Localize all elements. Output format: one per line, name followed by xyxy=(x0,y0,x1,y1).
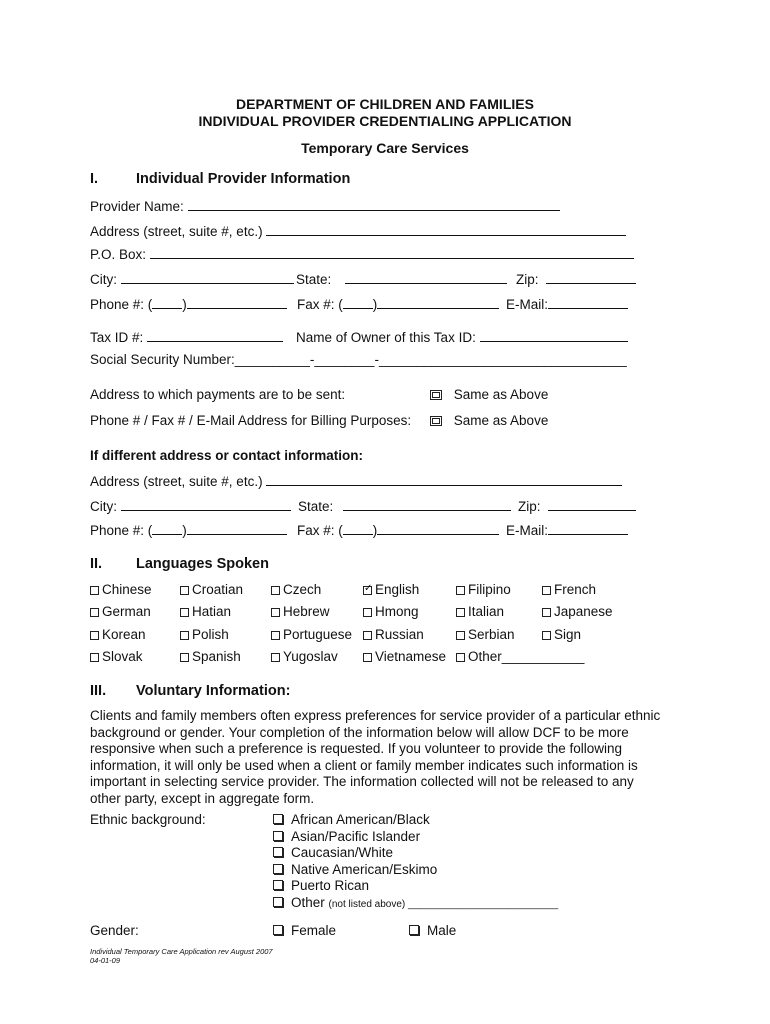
zip-field[interactable] xyxy=(516,270,636,287)
alt-address-label: Address (street, suite #, etc.) xyxy=(90,474,263,489)
section-1-number: I. xyxy=(90,171,99,187)
billing-contact-label: Phone # / Fax # / E-Mail Address for Billing Purposes: xyxy=(90,413,412,428)
alt-city-line[interactable] xyxy=(121,497,291,511)
alt-state-label: State: xyxy=(298,499,334,514)
language-option[interactable] xyxy=(456,604,504,619)
language-label: Sign xyxy=(554,627,582,642)
alt-email-field[interactable] xyxy=(506,521,628,538)
ethnic-option-puerto-rican[interactable] xyxy=(273,878,558,895)
language-label: English xyxy=(375,582,420,597)
language-label: Polish xyxy=(192,627,229,642)
ethnic-option-label: Caucasian/White xyxy=(291,845,394,860)
paragraph-line: Clients and family members often express preferences for service provider of a particular ethnic xyxy=(90,708,661,723)
checkbox-icon[interactable] xyxy=(273,831,283,841)
alt-fax-number-line[interactable] xyxy=(377,521,499,535)
state-field[interactable] xyxy=(296,270,507,287)
gender-label: Gender: xyxy=(90,923,139,938)
ethnic-option-african-american[interactable] xyxy=(273,812,558,829)
payment-address-label: Address to which payments are to be sent: xyxy=(90,387,346,402)
language-option[interactable] xyxy=(456,649,584,664)
checkbox-icon[interactable] xyxy=(90,631,99,640)
alt-phone-label: Phone #: ( xyxy=(90,523,153,538)
zip-line[interactable] xyxy=(546,270,636,284)
language-label: Hebrew xyxy=(283,604,330,619)
payment-same-checkbox[interactable] xyxy=(430,390,442,400)
alt-zip-line[interactable] xyxy=(548,497,636,511)
language-option[interactable] xyxy=(363,627,424,642)
checkbox-icon[interactable] xyxy=(273,880,283,890)
phone-number-line[interactable] xyxy=(187,295,287,309)
form-subtitle: Temporary Care Services xyxy=(301,140,469,156)
language-option[interactable] xyxy=(542,604,613,619)
checkbox-icon[interactable] xyxy=(456,608,465,617)
checkbox-icon[interactable] xyxy=(456,586,465,595)
paragraph-line: important in selecting service provider. The information collected will not be released to any xyxy=(90,774,634,789)
if-different-heading: If different address or contact information: xyxy=(90,448,364,463)
ethnic-options xyxy=(273,812,558,913)
language-option[interactable] xyxy=(90,604,151,619)
language-label: Croatian xyxy=(192,582,244,597)
fax-area-line[interactable] xyxy=(343,295,373,309)
checkbox-icon[interactable] xyxy=(542,608,551,617)
alt-state-line[interactable] xyxy=(343,497,511,511)
checkbox-icon[interactable] xyxy=(273,847,283,857)
checkbox-icon[interactable] xyxy=(542,586,551,595)
language-option[interactable] xyxy=(456,582,511,597)
checkbox-icon[interactable] xyxy=(363,631,372,640)
alt-zip-field[interactable] xyxy=(518,497,636,514)
language-option[interactable] xyxy=(542,627,581,642)
zip-label: Zip: xyxy=(516,272,539,287)
language-option[interactable] xyxy=(363,582,419,597)
language-label: Russian xyxy=(375,627,424,642)
alt-fax-paren: ) xyxy=(372,523,378,538)
gender-female-option[interactable] xyxy=(273,923,336,938)
checkbox-icon[interactable] xyxy=(180,586,189,595)
ethnic-option-label: Native American/Eskimo xyxy=(291,861,438,877)
ethnic-option-other[interactable] xyxy=(273,895,558,914)
po-box-label: P.O. Box: xyxy=(90,247,147,262)
footer xyxy=(90,947,273,965)
language-option[interactable] xyxy=(90,649,143,664)
state-label: State: xyxy=(296,272,332,287)
section-3-number: III. xyxy=(90,683,107,699)
language-label: Portuguese xyxy=(283,627,353,642)
tax-id-field[interactable] xyxy=(90,328,283,345)
ssn-field[interactable]: Social Security Number:__________-________-_________________________________ xyxy=(90,352,627,367)
provider-name-label: Provider Name: xyxy=(90,199,184,214)
ethnic-option-label: Puerto Rican xyxy=(291,878,370,893)
alt-zip-label: Zip: xyxy=(518,499,541,514)
language-option[interactable] xyxy=(90,582,152,597)
language-label: Yugoslav xyxy=(283,649,338,664)
checkbox-icon[interactable] xyxy=(90,608,99,617)
fax-field[interactable] xyxy=(297,295,499,312)
fax-label: Fax #: ( xyxy=(297,297,343,312)
po-box-field[interactable] xyxy=(90,245,634,262)
billing-same-label: Same as Above xyxy=(453,413,549,428)
ethnic-background-label: Ethnic background: xyxy=(90,812,206,827)
checkbox-icon[interactable] xyxy=(271,653,280,662)
fax-paren: ) xyxy=(372,297,378,312)
section-2-title: Languages Spoken xyxy=(136,556,269,572)
checkbox-icon[interactable] xyxy=(273,897,283,907)
fax-number-line[interactable] xyxy=(377,295,499,309)
language-label: Hmong xyxy=(375,604,419,619)
checkbox-icon[interactable] xyxy=(363,653,372,662)
email-line[interactable] xyxy=(548,295,628,309)
state-line[interactable] xyxy=(345,270,507,284)
language-option[interactable] xyxy=(180,627,229,642)
checkbox-icon[interactable] xyxy=(180,631,189,640)
phone-field[interactable] xyxy=(90,295,287,312)
alt-email-line[interactable] xyxy=(548,521,628,535)
language-label: Italian xyxy=(468,604,505,619)
gender-male-option[interactable] xyxy=(409,923,456,938)
paragraph-line: background or gender. Your completion of the information below will allow DCF to be more xyxy=(90,724,629,740)
checkbox-icon[interactable] xyxy=(456,631,465,640)
language-option[interactable] xyxy=(363,604,419,619)
female-label: Female xyxy=(291,923,337,938)
alt-phone-area-line[interactable] xyxy=(152,521,182,535)
city-label: City: xyxy=(90,272,117,287)
checkbox-icon[interactable] xyxy=(363,608,372,617)
alt-address-line[interactable] xyxy=(266,472,622,486)
po-box-line[interactable] xyxy=(150,245,634,259)
provider-name-line[interactable] xyxy=(188,197,560,211)
owner-line[interactable] xyxy=(480,328,628,342)
address-label: Address (street, suite #, etc.) xyxy=(90,224,263,239)
language-label: Vietnamese xyxy=(375,649,447,664)
alt-state-field[interactable] xyxy=(298,497,511,514)
alt-fax-area-line[interactable] xyxy=(343,521,373,535)
language-option[interactable] xyxy=(456,627,515,642)
alt-email-label: E-Mail: xyxy=(506,523,549,538)
payment-same-label: Same as Above xyxy=(453,387,549,402)
application-title: INDIVIDUAL PROVIDER CREDENTIALING APPLICATION xyxy=(198,113,572,129)
ethnic-option-asian-pacific[interactable] xyxy=(273,829,558,846)
checkbox-icon[interactable] xyxy=(542,631,551,640)
checkbox-icon[interactable] xyxy=(456,653,465,662)
language-label: Korean xyxy=(102,627,146,642)
language-option[interactable] xyxy=(271,604,330,619)
phone-paren: ) xyxy=(182,297,187,312)
ethnic-option-label: Asian/Pacific Islander xyxy=(291,828,421,844)
phone-area-line[interactable] xyxy=(152,295,182,309)
checkbox-icon[interactable] xyxy=(271,608,280,617)
email-label: E-Mail: xyxy=(506,297,549,312)
checkbox-icon[interactable] xyxy=(409,925,419,935)
checkbox-icon[interactable] xyxy=(273,864,283,874)
language-label: French xyxy=(554,582,597,597)
footer-revision: Individual Temporary Care Application rev August 2007 xyxy=(90,947,273,956)
provider-name-field[interactable] xyxy=(90,197,560,214)
footer-date: 04-01-09 xyxy=(90,956,121,965)
language-label: Japanese xyxy=(554,604,613,619)
address-field[interactable] xyxy=(90,222,626,239)
owner-field[interactable] xyxy=(296,328,628,345)
alt-fax-field[interactable] xyxy=(297,521,499,538)
checkbox-icon[interactable] xyxy=(363,586,372,595)
address-line[interactable] xyxy=(266,222,626,236)
checkbox-icon[interactable] xyxy=(180,653,189,662)
language-option[interactable] xyxy=(180,649,241,664)
language-option[interactable] xyxy=(271,627,352,642)
alt-phone-field[interactable] xyxy=(90,521,287,538)
language-option[interactable] xyxy=(542,582,596,597)
voluntary-paragraph xyxy=(90,708,670,807)
paragraph-line: information, it will only be used when a client or family member indicates such information is xyxy=(90,757,638,773)
ethnic-option-caucasian[interactable] xyxy=(273,845,558,862)
owner-label: Name of Owner of this Tax ID: xyxy=(296,330,476,345)
billing-same-checkbox[interactable] xyxy=(430,416,442,426)
section-3-title: Voluntary Information: xyxy=(136,683,291,699)
language-option[interactable] xyxy=(180,604,231,619)
language-label: German xyxy=(102,604,151,619)
ethnic-option-native-american[interactable] xyxy=(273,862,558,879)
tax-id-label: Tax ID #: xyxy=(90,330,144,345)
language-label: Hatian xyxy=(192,604,232,619)
language-option[interactable] xyxy=(90,627,146,642)
language-label: Filipino xyxy=(468,582,511,597)
checkbox-icon[interactable] xyxy=(273,814,283,824)
city-field[interactable] xyxy=(90,270,294,287)
checkbox-icon[interactable] xyxy=(273,925,283,935)
language-option[interactable] xyxy=(363,649,446,664)
language-label: Chinese xyxy=(102,582,152,597)
tax-id-line[interactable] xyxy=(147,328,283,342)
alt-city-label: City: xyxy=(90,499,117,514)
billing-same-option[interactable] xyxy=(430,413,548,428)
alt-phone-paren: ) xyxy=(182,523,187,538)
alt-phone-number-line[interactable] xyxy=(187,521,287,535)
phone-label: Phone #: ( xyxy=(90,297,153,312)
other-note: (not listed above) ___________________________ xyxy=(328,898,559,910)
language-option[interactable] xyxy=(271,582,321,597)
language-label: Other___________ xyxy=(468,649,585,664)
ethnic-option-label: African American/Black xyxy=(291,812,430,827)
checkbox-icon[interactable] xyxy=(90,653,99,662)
alt-city-field[interactable] xyxy=(90,497,291,514)
payment-same-option[interactable] xyxy=(430,387,548,402)
male-label: Male xyxy=(427,923,457,938)
paragraph-line: other party, except in aggregate form. xyxy=(90,790,315,806)
checkbox-icon[interactable] xyxy=(271,631,280,640)
city-line[interactable] xyxy=(121,270,294,284)
checkbox-icon[interactable] xyxy=(90,586,99,595)
department-title: DEPARTMENT OF CHILDREN AND FAMILIES xyxy=(236,96,534,112)
language-label: Czech xyxy=(283,582,322,597)
language-option[interactable] xyxy=(271,649,338,664)
checkbox-icon[interactable] xyxy=(271,586,280,595)
language-option[interactable] xyxy=(180,582,243,597)
alt-address-field[interactable] xyxy=(90,472,622,489)
section-2-number: II. xyxy=(90,556,103,572)
language-label: Spanish xyxy=(192,649,241,664)
ethnic-option-label: Other xyxy=(291,894,325,910)
email-field[interactable] xyxy=(506,295,628,312)
paragraph-line: responsive when such a preference is requested. If you volunteer to provide the following xyxy=(90,741,623,756)
language-label: Serbian xyxy=(468,627,515,642)
alt-fax-label: Fax #: ( xyxy=(297,523,343,538)
checkbox-icon[interactable] xyxy=(180,608,189,617)
language-label: Slovak xyxy=(102,649,143,664)
section-1-title: Individual Provider Information xyxy=(136,171,351,187)
